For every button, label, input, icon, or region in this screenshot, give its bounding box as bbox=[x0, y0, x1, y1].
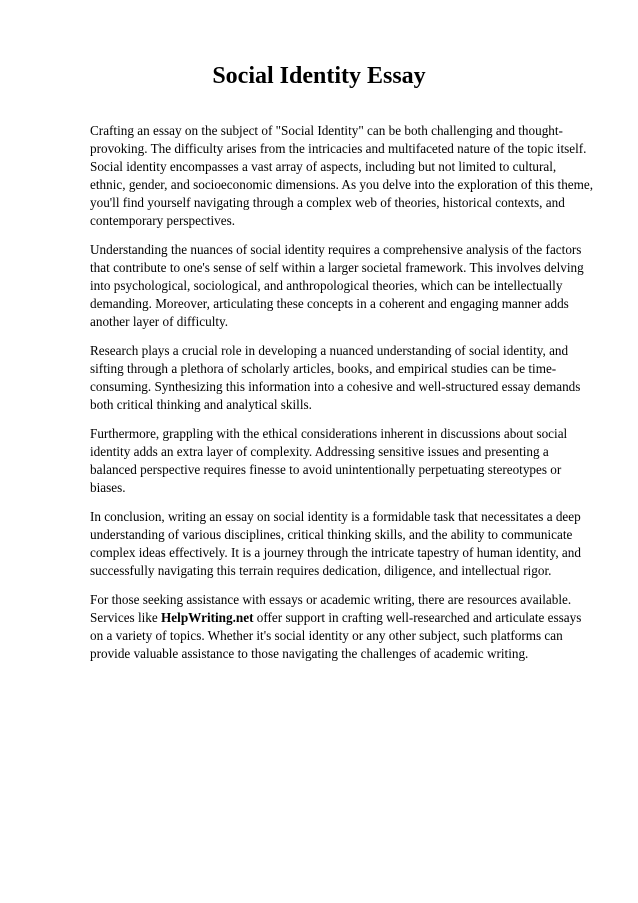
essay-body bbox=[90, 122, 594, 674]
paragraph-3: Research plays a crucial role in developing a nuanced understanding of social identity, and sifting through a plethora of scholarly articles, books, and empirical studies can be time-consuming. Synthesizing this information into a cohesive and well-structured essay demands both critical thinking and analytical skills. bbox=[90, 343, 581, 412]
page-title: Social Identity Essay bbox=[212, 63, 426, 89]
paragraph-6 bbox=[90, 591, 594, 663]
paragraph-4: Furthermore, grappling with the ethical considerations inherent in discussions about social identity adds an extra layer of complexity. Addressing sensitive issues and presenting a balanced perspective requires finesse to avoid unintentionally perpetuating stereotypes or biases. bbox=[90, 426, 568, 495]
paragraph-6-after: offer support in crafting well-researched and articulate essays on a variety of topics. Whether it's social identity or any other subject, such platforms can provide valuable assistance to those navigating the challenges of academic writing. bbox=[90, 610, 582, 661]
paragraph-1: Crafting an essay on the subject of "Social Identity" can be both challenging and thought-provoking. The difficulty arises from the intricacies and multifaceted nature of the topic itself. Social identity encompasses a vast array of aspects, including but not limited to cultural, ethnic, gender, and socioeconomic dimensions. As you delve into the exploration of this theme, you'll find yourself navigating through a complex web of theories, historical contexts, and contemporary perspectives. bbox=[90, 123, 594, 228]
paragraph-5: In conclusion, writing an essay on social identity is a formidable task that necessitates a deep understanding of various disciplines, critical thinking skills, and the ability to communicate complex ideas effectively. It is a journey through the intricate tapestry of human identity, and successfully navigating this terrain requires dedication, diligence, and intellectual rigor. bbox=[90, 509, 581, 578]
paragraph-2: Understanding the nuances of social identity requires a comprehensive analysis of the factors that contribute to one's sense of self within a larger societal framework. This involves delving into psychological, sociological, and anthropological theories, which can be intellectually demanding. Moreover, articulating these concepts in a coherent and engaging manner adds another layer of difficulty. bbox=[90, 242, 584, 329]
service-name: HelpWriting.net bbox=[161, 610, 254, 625]
paragraph-6-before: For those seeking assistance with essays or academic writing, there are resources available. Services like bbox=[90, 592, 572, 625]
